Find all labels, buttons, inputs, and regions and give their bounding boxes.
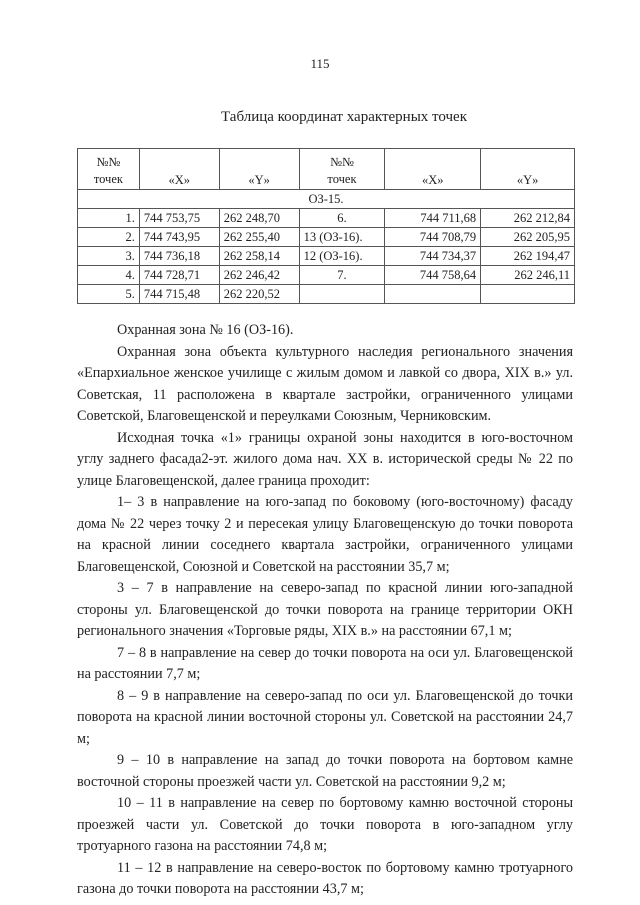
header-cell: №№ точек [299,149,385,190]
table-cell: 744 758,64 [385,266,481,285]
table-cell: 13 (ОЗ-16). [299,228,385,247]
table-cell: 744 734,37 [385,247,481,266]
table-cell: 3. [78,247,140,266]
table-row [78,285,575,304]
paragraph: Охранная зона объекта культурного наследия регионального значения «Епархиальное женское училище с жилым домом и лавкой со двора, XIX в.» ул. Советская, 11 расположена в квартале застройки, ограниченного улицами Советской, Благовещенской и переулками Союзным, Черниковским. [77,343,573,424]
paragraph: 8 – 9 в направление на северо-запад по оси ул. Благовещенской до точки поворота на красной линии восточной стороны ул. Советской на расстоянии 24,7 м; [77,687,573,747]
paragraph: 3 – 7 в направление на северо-запад по красной линии юго-западной стороны ул. Благовещенской до точки поворота на границе территории ОКН регионального значения «Торговые ряды, XIX в.» на расстоянии 67,1 м; [77,580,573,639]
paragraph: 7 – 8 в направление на север до точки поворота на оси ул. Благовещенской на расстоянии 7,7 м; [77,644,573,682]
table-cell: 262 205,95 [481,228,575,247]
table-cell: 262 258,14 [219,247,299,266]
table-cell: 744 711,68 [385,209,481,228]
paragraph: 11 – 12 в направление на северо-восток по бортовому камню тротуарного газона до точки поворота на расстоянии 43,7 м; [77,859,573,897]
header-cell: «X» [139,149,219,190]
zone-label: ОЗ-15. [78,190,575,209]
table-cell: 2. [78,228,140,247]
paragraph: Исходная точка «1» границы охраной зоны находится в юго-восточном углу заднего фасада2-эт. жилого дома нач. XX в. исторической среды № 22 по улице Благовещенской, далее граница проходит: [77,429,573,489]
table-row [78,209,575,228]
table-cell: 4. [78,266,140,285]
table-cell: 744 753,75 [139,209,219,228]
page-number: 115 [310,56,330,71]
zone-heading: Охранная зона № 16 (ОЗ-16). [117,322,294,338]
table-row [78,228,575,247]
table-cell: 744 715,48 [139,285,219,304]
table-cell [481,285,575,304]
table-row [78,247,575,266]
header-cell: «Y» [481,149,575,190]
paragraph: 10 – 11 в направление на север по бортовому камню восточной стороны проезжей части ул. Советской до точки поворота в юго-западном углу тротуарного газона на расстоянии 74,8 м; [77,795,573,854]
table-header-row [78,149,575,190]
paragraph: 9 – 10 в направление на запад до точки поворота на бортовом камне восточной стороны проезжей части ул. Советской на расстоянии 9,2 м; [77,752,573,790]
table-cell: 262 248,70 [219,209,299,228]
table-cell [299,285,385,304]
table-cell: 1. [78,209,140,228]
document-body [77,320,573,901]
zone-row [78,190,575,209]
table-cell: 262 255,40 [219,228,299,247]
table-cell: 262 194,47 [481,247,575,266]
table-cell: 12 (ОЗ-16). [299,247,385,266]
table-cell: 6. [299,209,385,228]
table-row [78,266,575,285]
table-title: Таблица координат характерных точек [221,109,467,125]
table-cell: 262 246,11 [481,266,575,285]
table-cell: 744 708,79 [385,228,481,247]
header-cell: «Y» [219,149,299,190]
header-cell: «X» [385,149,481,190]
table-cell: 262 246,42 [219,266,299,285]
table-cell: 744 743,95 [139,228,219,247]
header-cell: №№ точек [78,149,140,190]
table-cell: 744 736,18 [139,247,219,266]
table-cell: 744 728,71 [139,266,219,285]
table-cell [385,285,481,304]
table-cell: 5. [78,285,140,304]
table-cell: 7. [299,266,385,285]
coordinates-table [77,148,575,304]
paragraph: 1– 3 в направление на юго-запад по боковому (юго-восточному) фасаду дома № 22 через точку 2 и пересекая улицу Благовещенскую до точки поворота на красной линии соседнего квартала застройки, ограниченного улицами Благовещенской, Союзной и Советской на расстоянии 35,7 м; [77,494,573,575]
table-cell: 262 220,52 [219,285,299,304]
table-cell: 262 212,84 [481,209,575,228]
